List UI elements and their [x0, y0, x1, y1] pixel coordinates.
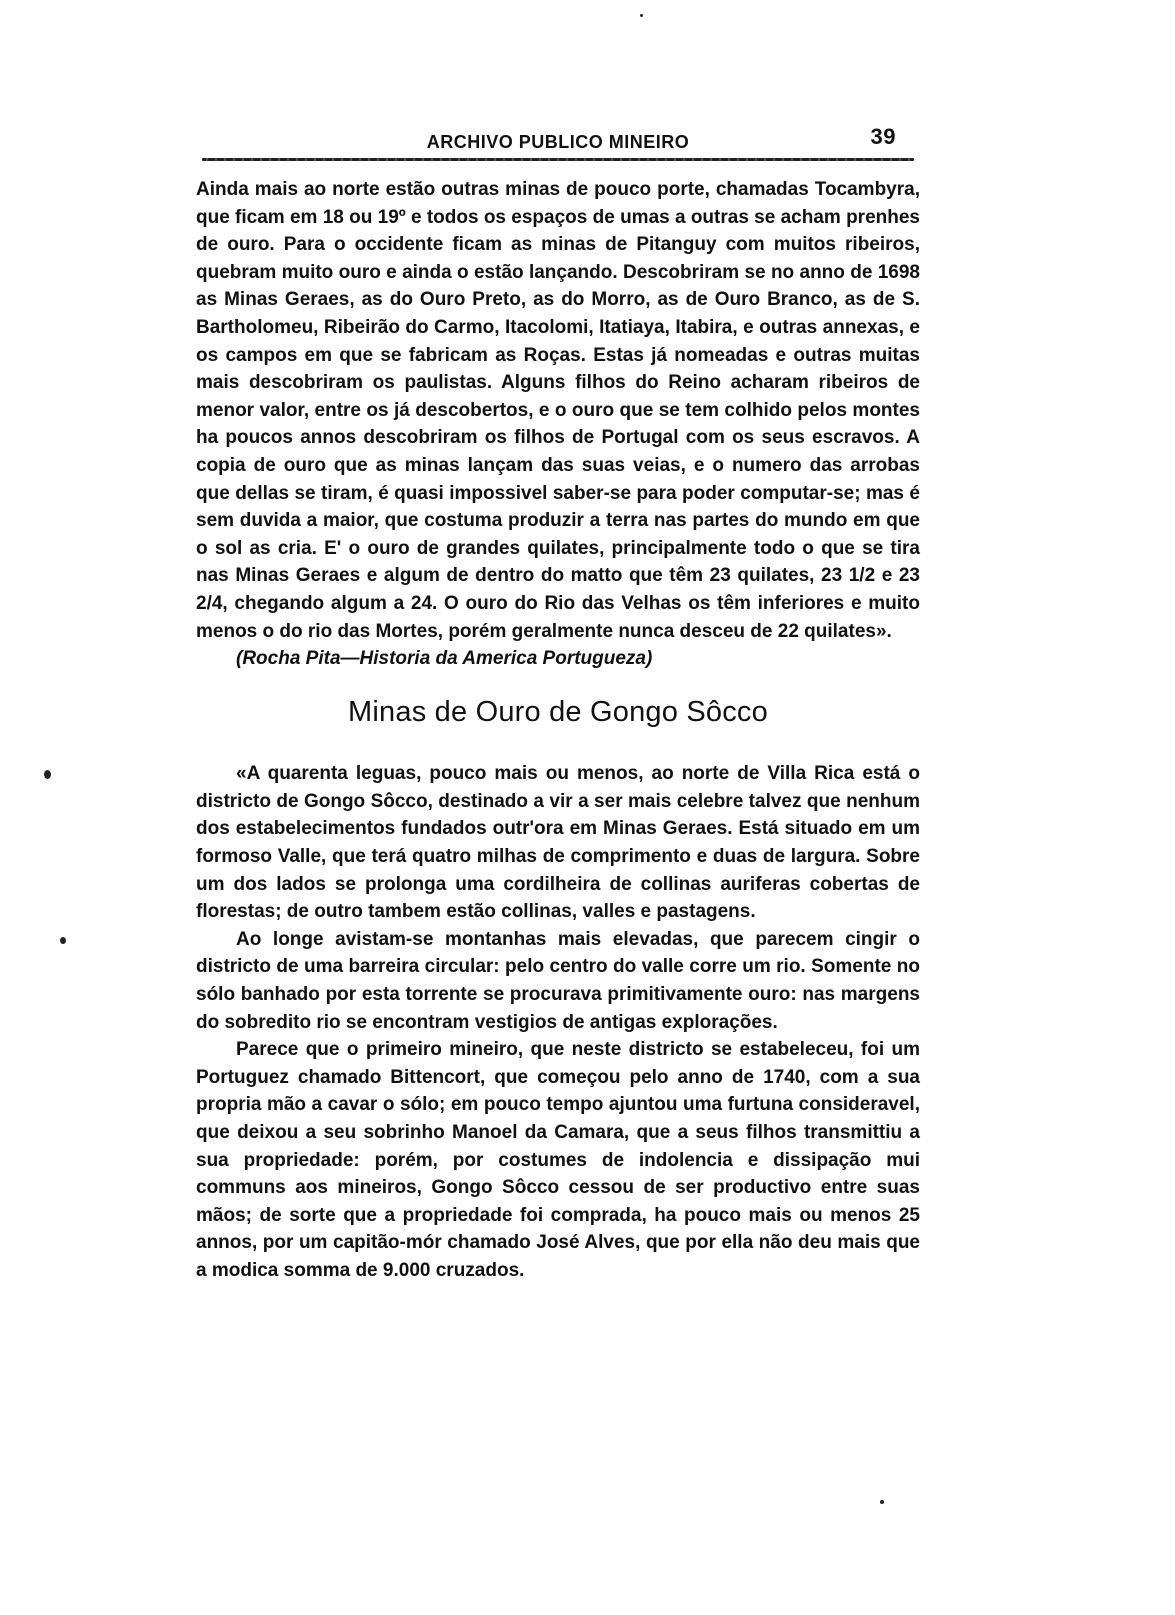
- section-title: Minas de Ouro de Gongo Sôcco: [348, 695, 768, 728]
- paragraph: Ao longe avistam-se montanhas mais elevadas, que parecem cingir o districto de uma barreira circular: pelo centro do valle corre um rio. Somente no sólo banhado por esta torrente se procurava primitivamente ouro: nas margens do sobredito rio se encontram vestigios de antigas explorações.: [196, 928, 920, 1033]
- ink-speck: [640, 14, 643, 17]
- ink-speck: [44, 770, 51, 779]
- paragraph: «A quarenta leguas, pouco mais ou menos, ao norte de Villa Rica está o districto de Gongo Sôcco, destinado a vir a ser mais celebre talvez que nenhum dos estabelecimentos fundados outr'ora em Minas Geraes. Está situado em um formoso Valle, que terá quatro milhas de comprimento e duas de largura. Sobre um dos lados se prolonga uma cordilheira de collinas auriferas cobertas de florestas; de outro tambem estão collinas, valles e pastagens.: [196, 763, 920, 923]
- ink-speck: [880, 1500, 884, 1504]
- running-header: [196, 120, 920, 160]
- paragraph-rocha-pita-quote: Ainda mais ao norte estão outras minas de pouco porte, chamadas Tocambyra, que ficam em 18 ou 19º e todos os espaços de umas a outras se acham prenhes de ouro. Para o occidente ficam as minas de Pitanguy com muitos ribeiros, quebram muito ouro e ainda o estão lançando. Descobriram se no anno de 1698 as Minas Geraes, as do Ouro Preto, as do Morro, as de Ouro Branco, as de S. Bartholomeu, Ribeirão do Carmo, Itacolomi, Itatiaya, Itabira, e outras annexas, e os campos em que se fabricam as Roças. Estas já nomeadas e outras muitas mais descobriram os paulistas. Alguns filhos do Reino acharam ribeiros de menor valor, entre os já descobertos, e o ouro que se tem colhido pelos montes ha poucos annos descobriram os filhos de Portugal com os seus escravos. A copia de ouro que as minas lançam das suas veias, e o numero das arrobas que dellas se tiram, é quasi impossivel saber-se para poder computar-se; mas é sem duvida a maior, que costuma produzir a terra nas partes do mundo em que o sol as cria. E' o ouro de grandes quilates, principalmente todo o que se tira nas Minas Geraes e algum de dentro do matto que têm 23 quilates, 23 1/2 e 23 2/4, chegando algum a 24. O ouro do Rio das Velhas os têm inferiores e muito menos o do rio das Mortes, porém geralmente nunca desceu de 22 quilates».: [196, 179, 920, 642]
- book-page: [196, 120, 920, 1285]
- header-rule: [202, 158, 914, 161]
- page-number: 39: [870, 124, 896, 149]
- running-title: ARCHIVO PUBLICO MINEIRO: [426, 132, 690, 152]
- ink-speck: [60, 937, 66, 944]
- main-text: [196, 176, 920, 1285]
- citation: (Rocha Pita—Historia da America Portugueza): [236, 648, 653, 670]
- paragraph: Parece que o primeiro mineiro, que neste districto se estabeleceu, foi um Portuguez chamado Bittencort, que começou pelo anno de 1740, com a sua propria mão a cavar o sólo; em pouco tempo ajuntou uma furtuna consideravel, que deixou a seu sobrinho Manoel da Camara, que a seus filhos transmittiu a sua propriedade: porém, por costumes de indolencia e dissipação mui communs aos mineiros, Gongo Sôcco cessou de ser productivo entre suas mãos; de sorte que a propriedade foi comprada, ha pouco mais ou menos 25 annos, por um capitão-mór chamado José Alves, que por ella não deu mais que a modica somma de 9.000 cruzados.: [196, 1039, 920, 1281]
